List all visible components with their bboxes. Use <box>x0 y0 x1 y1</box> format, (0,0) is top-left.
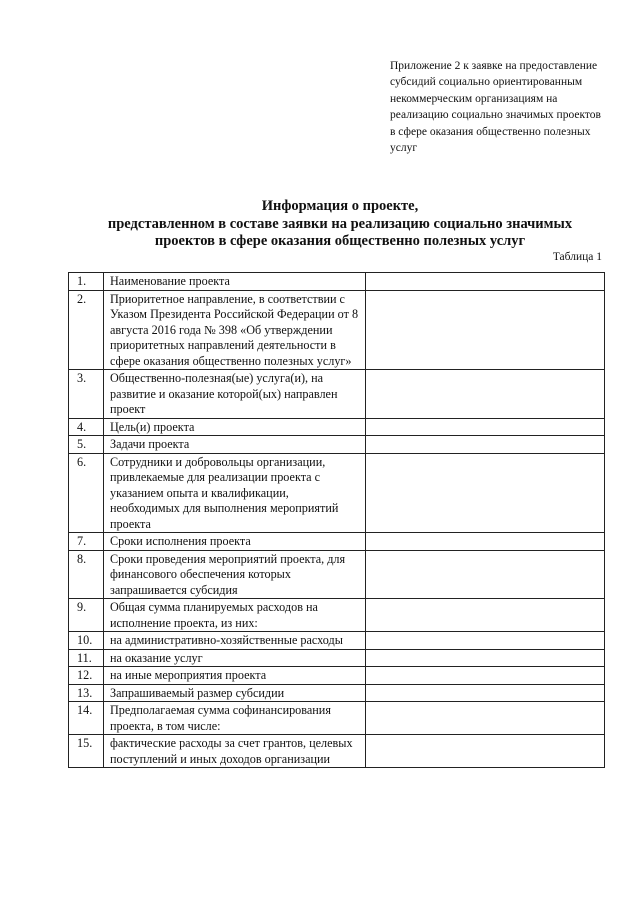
table-row <box>69 632 605 650</box>
table-row <box>69 684 605 702</box>
row-field-value[interactable] <box>366 533 605 551</box>
row-field-name: на оказание услуг <box>104 649 366 667</box>
table-row <box>69 550 605 599</box>
table-row <box>69 702 605 735</box>
table-row <box>69 273 605 291</box>
table-row <box>69 418 605 436</box>
row-field-name: Цель(и) проекта <box>104 418 366 436</box>
row-number: 14. <box>69 702 104 735</box>
row-field-name: фактические расходы за счет грантов, целевых поступлений и иных доходов организации <box>104 735 366 768</box>
row-field-name: Задачи проекта <box>104 436 366 454</box>
project-info-table <box>68 272 605 768</box>
table-label: Таблица 1 <box>552 251 602 263</box>
row-field-name: Сотрудники и добровольцы организации, привлекаемые для реализации проекта с указанием опыта и квалификации, необходимых для выполнения мероприятий проекта <box>104 453 366 533</box>
row-number: 9. <box>69 599 104 632</box>
row-field-name: Общественно-полезная(ые) услуга(и), на развитие и оказание которой(ых) направлен проект <box>104 370 366 419</box>
table-row <box>69 735 605 768</box>
row-field-value[interactable] <box>366 649 605 667</box>
table-row <box>69 290 605 370</box>
row-field-name: Сроки проведения мероприятий проекта, для финансового обеспечения которых запрашивается субсидия <box>104 550 366 599</box>
row-field-name: Приоритетное направление, в соответствии с Указом Президента Российской Федерации от 8 августа 2016 года № 398 «Об утверждении приоритетных направлений деятельности в сфере оказания общественно полезных услуг» <box>104 290 366 370</box>
table-row <box>69 667 605 685</box>
row-number: 7. <box>69 533 104 551</box>
row-field-name: Предполагаемая сумма софинансирования проекта, в том числе: <box>104 702 366 735</box>
document-title <box>60 198 620 251</box>
row-number: 5. <box>69 436 104 454</box>
table-row <box>69 370 605 419</box>
row-field-value[interactable] <box>366 735 605 768</box>
title-line-1: Информация о проекте, <box>261 198 419 214</box>
table-row <box>69 436 605 454</box>
row-number: 10. <box>69 632 104 650</box>
table-row <box>69 453 605 533</box>
row-field-name: Сроки исполнения проекта <box>104 533 366 551</box>
row-number: 2. <box>69 290 104 370</box>
row-number: 11. <box>69 649 104 667</box>
row-field-value[interactable] <box>366 702 605 735</box>
row-field-name: Общая сумма планируемых расходов на исполнение проекта, из них: <box>104 599 366 632</box>
row-number: 13. <box>69 684 104 702</box>
row-field-value[interactable] <box>366 290 605 370</box>
row-field-value[interactable] <box>366 684 605 702</box>
row-number: 4. <box>69 418 104 436</box>
table-row <box>69 533 605 551</box>
row-field-value[interactable] <box>366 632 605 650</box>
title-line-2: представленном в составе заявки на реализацию социально значимых <box>107 215 573 232</box>
row-number: 3. <box>69 370 104 419</box>
row-field-value[interactable] <box>366 370 605 419</box>
table-row <box>69 599 605 632</box>
row-field-value[interactable] <box>366 453 605 533</box>
title-line-3: проектов в сфере оказания общественно полезных услуг <box>154 233 526 249</box>
table-row <box>69 649 605 667</box>
row-number: 6. <box>69 453 104 533</box>
row-field-value[interactable] <box>366 273 605 291</box>
row-field-name: Наименование проекта <box>104 273 366 291</box>
row-field-value[interactable] <box>366 550 605 599</box>
row-field-value[interactable] <box>366 667 605 685</box>
row-number: 1. <box>69 273 104 291</box>
row-field-value[interactable] <box>366 599 605 632</box>
appendix-note: Приложение 2 к заявке на предоставление субсидий социально ориентированным некоммерческим организациям на реализацию социально значимых проектов в сфере оказания общественно полезных услуг <box>390 60 601 155</box>
row-number: 15. <box>69 735 104 768</box>
row-field-value[interactable] <box>366 418 605 436</box>
row-field-name: на административно-хозяйственные расходы <box>104 632 366 650</box>
row-number: 8. <box>69 550 104 599</box>
row-field-name: Запрашиваемый размер субсидии <box>104 684 366 702</box>
row-number: 12. <box>69 667 104 685</box>
row-field-value[interactable] <box>366 436 605 454</box>
row-field-name: на иные мероприятия проекта <box>104 667 366 685</box>
